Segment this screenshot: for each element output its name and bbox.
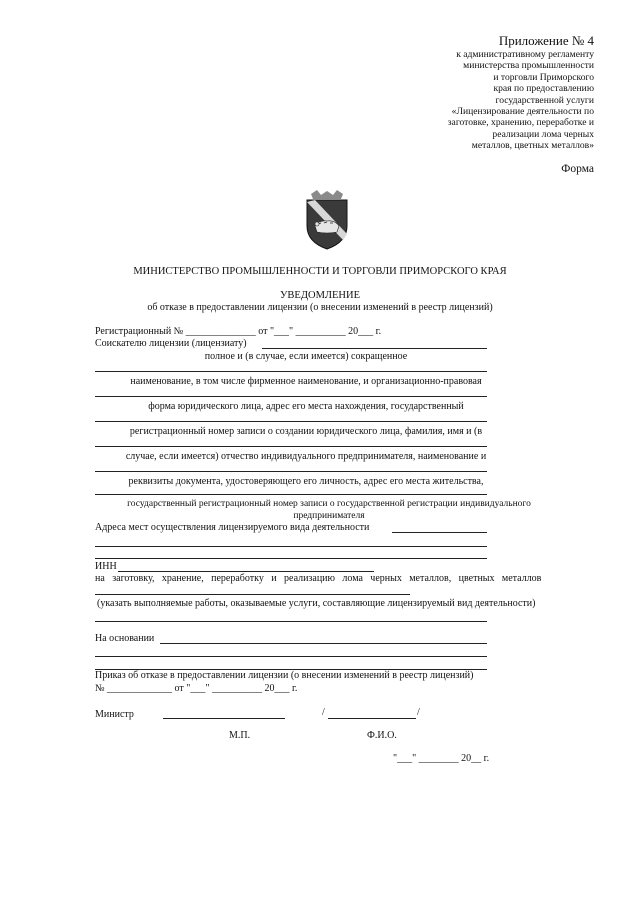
applicant-field-line[interactable] [95, 396, 487, 397]
activity-field-line[interactable] [95, 594, 410, 595]
applicant-caption-line: полное и (в случае, если имеется) сокращенное [204, 351, 408, 362]
applicant-caption-line: регистрационный номер записи о создании юридического лица, фамилия, имя и (в [129, 426, 483, 437]
inn-field-line[interactable] [118, 571, 374, 572]
signature-date-line: "___" ________ 20__ г. [393, 753, 490, 764]
appendix-block [448, 33, 594, 152]
appendix-line: заготовке, хранению, переработке и [447, 117, 594, 129]
appendix-line: края по предоставлению [493, 83, 594, 95]
form-label: Форма [561, 163, 594, 175]
applicant-caption-line: форма юридического лица, адрес его места нахождения, государственный [148, 401, 464, 412]
applicant-label: Соискателю лицензии (лицензиату) [95, 338, 247, 349]
applicant-caption-line: наименование, в том числе фирменное наименование, и организационно-правовая [130, 376, 482, 387]
notice-subtitle: об отказе в предоставлении лицензии (о внесении изменений в реестр лицензий) [147, 302, 493, 313]
addresses-label: Адреса мест осуществления лицензируемого вида деятельности [95, 522, 370, 533]
appendix-line: металлов, цветных металлов» [471, 140, 594, 152]
registration-number-line: Регистрационный № ______________ от "___" __________ 20___ г. [95, 326, 382, 337]
works-caption: (указать выполняемые работы, оказываемые услуги, составляющие лицензируемый вид деятельности) [97, 598, 536, 609]
name-label: Ф.И.О. [367, 730, 397, 741]
stamp-label: М.П. [229, 730, 251, 741]
applicant-caption-line: государственный регистрационный номер записи о государственной регистрации индивидуального [127, 499, 531, 509]
order-line: Приказ об отказе в предоставлении лицензии (о внесении изменений в реестр лицензий) [95, 670, 474, 681]
applicant-field-line[interactable] [95, 471, 487, 472]
applicant-field-line[interactable] [95, 421, 487, 422]
applicant-caption-line: случае, если имеется) отчество индивидуального предпринимателя, наименование и [125, 451, 487, 462]
applicant-field-line[interactable] [262, 348, 487, 349]
appendix-line: государственной услуги [495, 94, 594, 106]
signature-line[interactable] [163, 718, 285, 719]
appendix-line: «Лицензирование деятельности по [451, 106, 594, 118]
name-line[interactable] [328, 718, 416, 719]
activity-field-line[interactable] [95, 621, 487, 622]
applicant-caption-line: реквизиты документа, удостоверяющего его личность, адрес его места жительства, [128, 476, 484, 487]
basis-label: На основании [95, 633, 155, 644]
appendix-title: Приложение № 4 [498, 33, 594, 48]
order-number-line: № _____________ от "___" __________ 20___ г. [95, 683, 298, 694]
applicant-field-line[interactable] [95, 446, 487, 447]
appendix-line: министерства промышленности [463, 60, 594, 72]
primorsky-krai-coat-of-arms-icon [303, 190, 351, 250]
signature-separator: / [417, 707, 420, 718]
applicant-field-line[interactable] [95, 371, 487, 372]
applicant-field-line[interactable] [95, 494, 487, 495]
notice-title: УВЕДОМЛЕНИЕ [279, 290, 361, 301]
applicant-caption-line: предпринимателя [293, 511, 365, 521]
minister-label: Министр [95, 709, 134, 720]
appendix-line: к административному регламенту [456, 49, 594, 60]
addresses-field-line[interactable] [95, 558, 487, 559]
ministry-title: МИНИСТЕРСТВО ПРОМЫШЛЕННОСТИ И ТОРГОВЛИ ПРИМОРСКОГО КРАЯ [133, 266, 507, 277]
appendix-line: реализации лома черных [492, 128, 594, 140]
appendix-line: и торговли Приморского [493, 71, 594, 83]
addresses-field-line[interactable] [95, 546, 487, 547]
activity-text: на заготовку, хранение, переработку и реализацию лома черных металлов, цветных металлов [95, 573, 542, 584]
basis-field-line[interactable] [95, 656, 487, 657]
inn-label: ИНН [95, 561, 117, 572]
basis-field-line[interactable] [160, 643, 487, 644]
addresses-field-line[interactable] [392, 532, 487, 533]
signature-separator: / [322, 707, 325, 718]
